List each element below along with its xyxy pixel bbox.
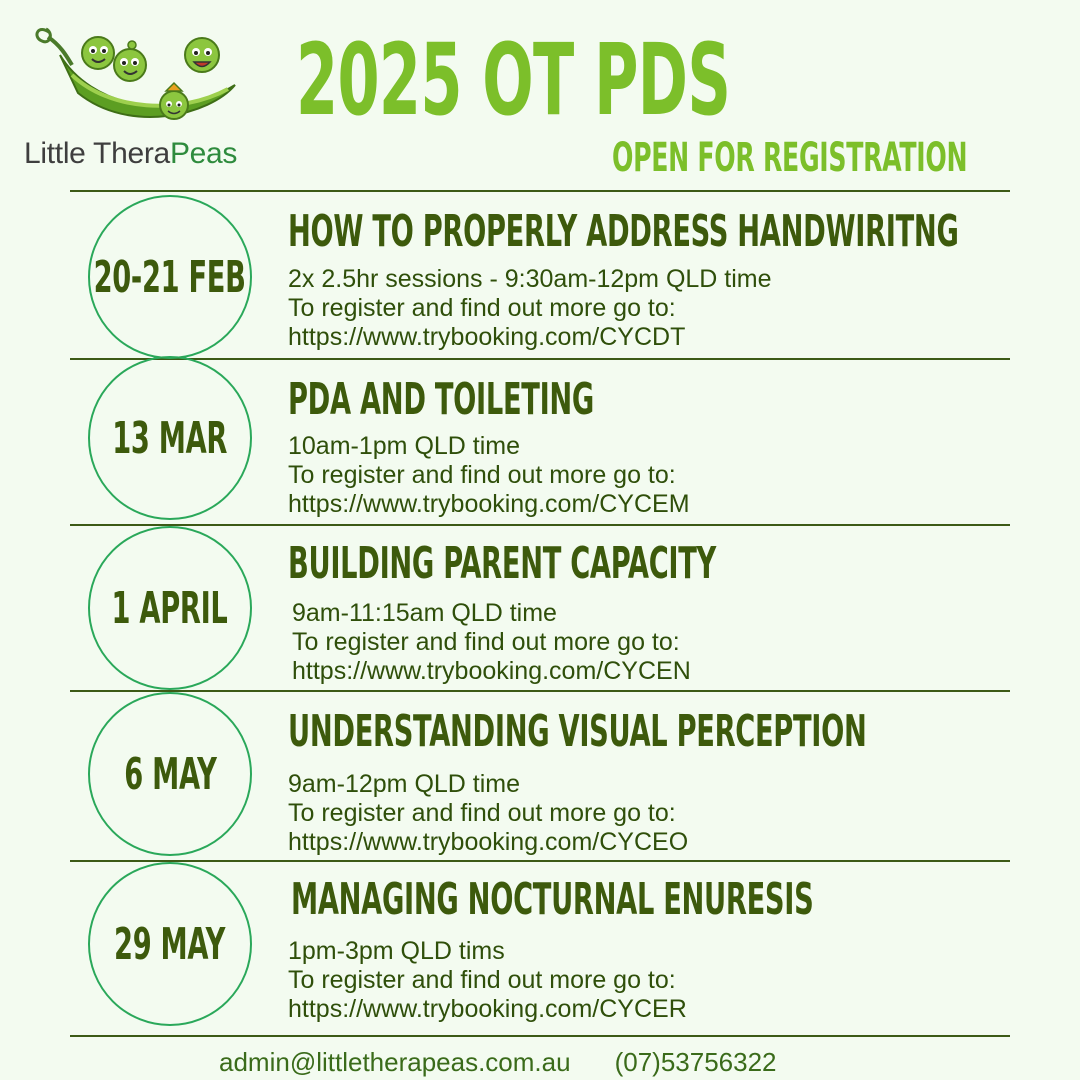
event-date: 6 MAY — [123, 748, 217, 800]
date-badge — [88, 195, 252, 359]
page-title: 2025 OT PDS — [296, 22, 731, 138]
event-register-text: To register and find out more go to: — [288, 799, 676, 827]
event-link[interactable]: https://www.trybooking.com/CYCER — [288, 995, 687, 1023]
divider — [70, 358, 1010, 360]
event-register-text: To register and find out more go to: — [292, 628, 680, 656]
footer-phone[interactable]: (07)53756322 — [614, 1047, 777, 1077]
event-time: 9am-12pm QLD time — [288, 770, 521, 798]
event-register-text: To register and find out more go to: — [288, 294, 676, 322]
brand-name-part2: Peas — [169, 137, 238, 170]
event-title: HOW TO PROPERLY ADDRESS HANDWIRITNG — [288, 206, 959, 257]
event-details — [288, 265, 772, 352]
event-register-text: To register and find out more go to: — [288, 966, 676, 994]
event-time: 10am-1pm QLD time — [288, 432, 521, 460]
footer-contact — [219, 1045, 777, 1079]
event-time: 2x 2.5hr sessions - 9:30am-12pm QLD time — [288, 265, 772, 293]
event-title: PDA AND TOILETING — [288, 374, 595, 425]
event-details — [292, 599, 691, 686]
brand-logo — [20, 15, 260, 175]
event-link[interactable]: https://www.trybooking.com/CYCEO — [288, 828, 689, 856]
event-link[interactable]: https://www.trybooking.com/CYCDT — [288, 323, 686, 351]
brand-name-part1: Little Thera — [24, 137, 170, 170]
event-time: 9am-11:15am QLD time — [292, 599, 557, 627]
divider — [70, 524, 1010, 526]
event-details — [288, 432, 690, 519]
event-title: BUILDING PARENT CAPACITY — [288, 538, 717, 589]
pea-pod-logo-icon — [20, 15, 260, 145]
date-badge — [88, 862, 252, 1026]
event-details — [288, 770, 688, 857]
date-badge — [88, 526, 252, 690]
event-date: 20-21 FEB — [93, 251, 247, 303]
event-details — [288, 937, 687, 1024]
divider — [70, 190, 1010, 192]
event-date: 13 MAR — [112, 412, 228, 464]
event-title: MANAGING NOCTURNAL ENURESIS — [291, 874, 814, 925]
divider — [70, 860, 1010, 862]
date-badge — [88, 356, 252, 520]
page-subtitle: OPEN FOR REGISTRATION — [612, 135, 968, 181]
event-link[interactable]: https://www.trybooking.com/CYCEN — [292, 657, 691, 685]
event-date: 1 APRIL — [112, 582, 228, 634]
event-register-text: To register and find out more go to: — [288, 461, 676, 489]
divider — [70, 1035, 1010, 1037]
event-date: 29 MAY — [114, 918, 226, 970]
event-title: UNDERSTANDING VISUAL PERCEPTION — [288, 706, 867, 757]
divider — [70, 690, 1010, 692]
event-time: 1pm-3pm QLD tims — [288, 937, 505, 965]
brand-name — [24, 137, 237, 171]
event-link[interactable]: https://www.trybooking.com/CYCEM — [288, 490, 690, 518]
date-badge — [88, 692, 252, 856]
footer-email[interactable]: admin@littletherapeas.com.au — [219, 1047, 571, 1077]
